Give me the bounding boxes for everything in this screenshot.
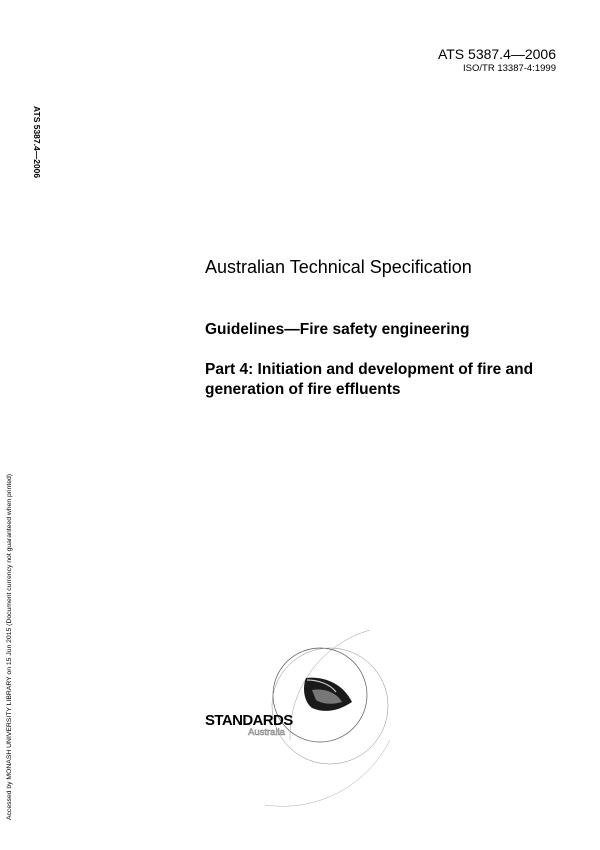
document-number-block — [438, 46, 556, 75]
spine-label-text: ATS 5387.4—2006 — [32, 106, 42, 179]
access-note — [6, 380, 18, 820]
iso-reference: ISO/TR 13387-4:1999 — [463, 63, 556, 74]
document-number: ATS 5387.4—2006 — [437, 46, 556, 62]
logo-circles-graphic — [190, 630, 390, 850]
document-title: Guidelines—Fire safety engineering — [205, 321, 470, 338]
spine-label — [31, 106, 43, 196]
logo-subtitle: Australia — [248, 727, 285, 738]
logo-wordmark: STANDARDS — [205, 712, 293, 729]
standards-australia-logo — [190, 630, 390, 850]
series-title: Australian Technical Specification — [205, 257, 472, 277]
part-title: Part 4: Initiation and development of fire and generation of fire effluents — [205, 361, 534, 398]
access-note-text: Accessed by MONASH UNIVERSITY LIBRARY on 15 Jun 2015 (Document currency not guaranteed when printed) — [6, 473, 13, 820]
